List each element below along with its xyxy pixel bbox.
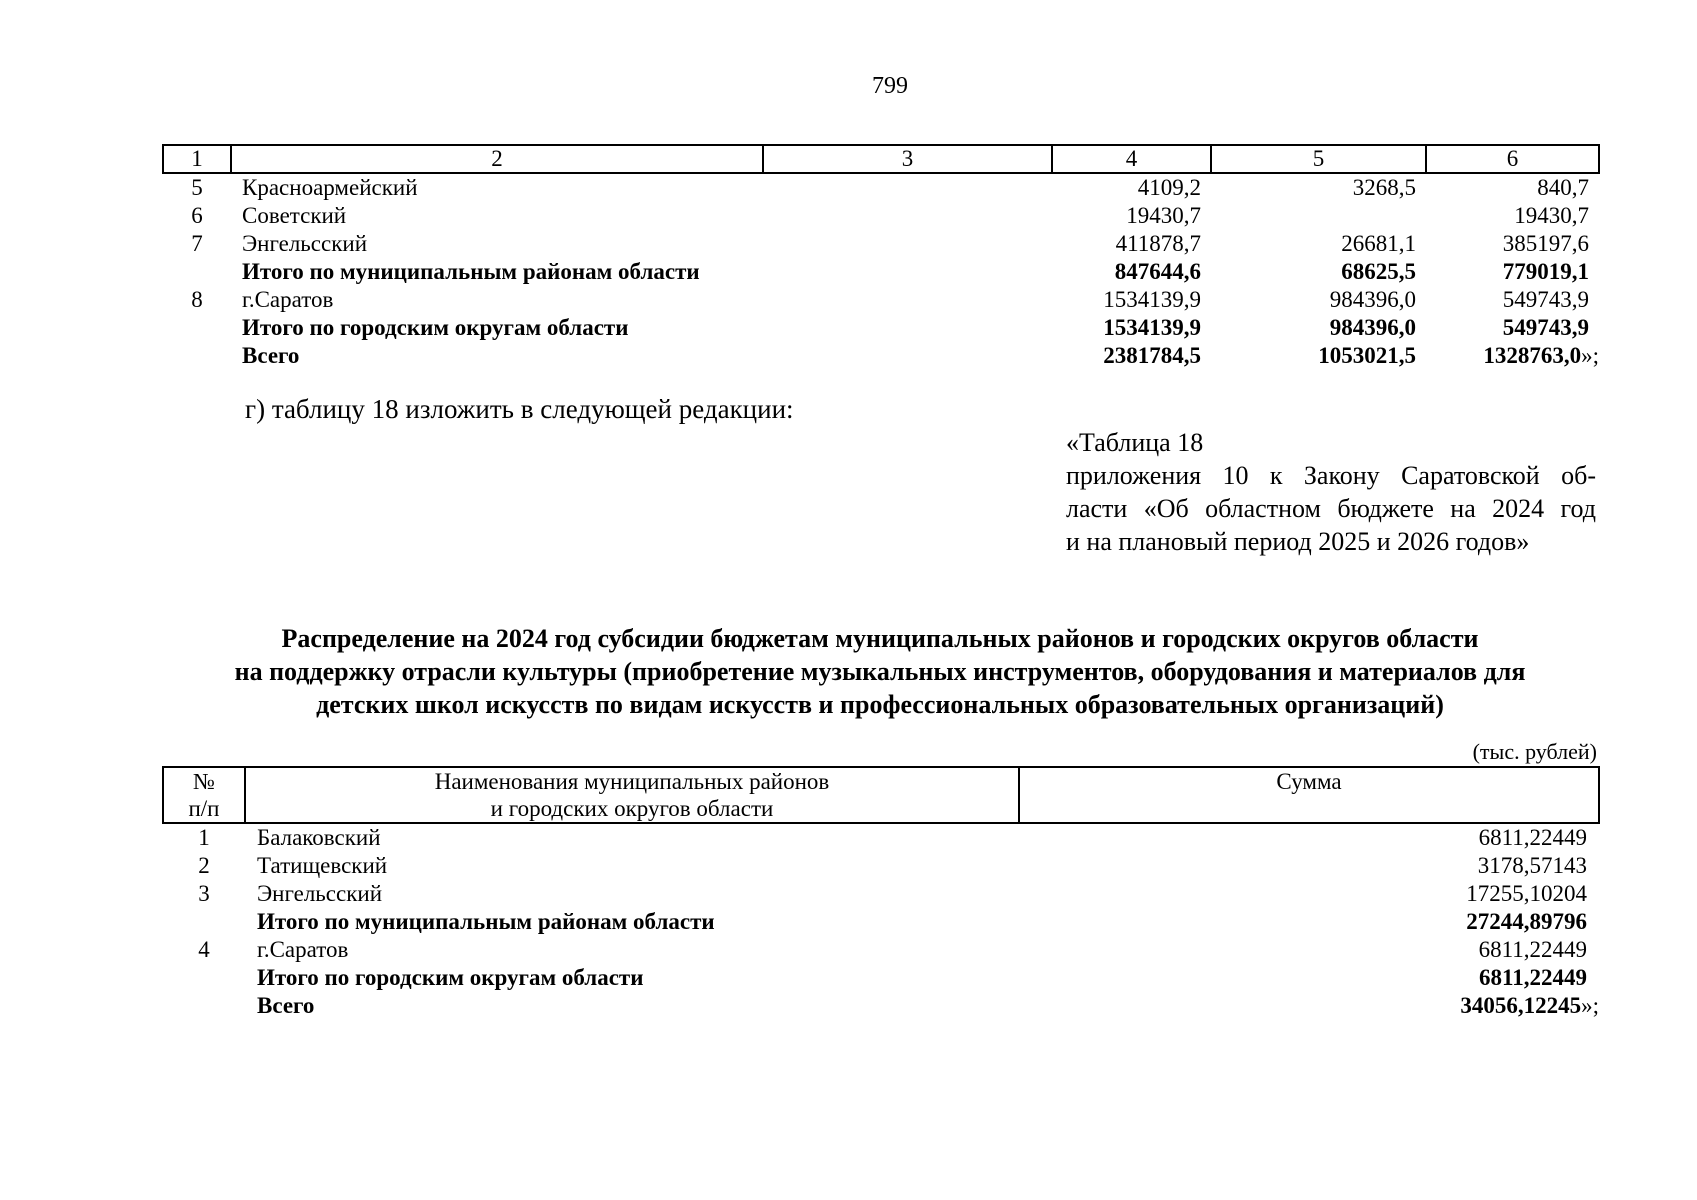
heading-line: Распределение на 2024 год субсидии бюджетам муниципальных районов и городских округов области [281,624,1479,653]
row-number: 5 [191,175,203,200]
sum-cell [1019,823,1599,852]
row-number: 2 [198,853,210,878]
table-row [163,992,1599,1020]
value-cell [1211,202,1426,230]
sum-cell [1019,964,1599,992]
heading-line: на поддержку отрасли культуры (приобретение музыкальных инструментов, оборудования и материалов для [234,657,1526,686]
value-text: 779019,1 [1502,259,1589,284]
row-name: Итого по городским округам области [257,965,644,990]
table-row [163,258,1599,286]
row-number [163,258,231,286]
row-number: 1 [198,825,210,850]
value-text: 1328763,0 [1483,343,1582,368]
sum-text: 17255,10204 [1466,881,1587,906]
table-row [163,964,1599,992]
row-name: Красноармейский [242,175,418,200]
column-number-row [163,145,1599,173]
row-number: 3 [198,881,210,906]
value-text: 19430,7 [1514,203,1589,228]
column-number: 5 [1211,145,1426,173]
value-cell: 4109,2 [1137,175,1201,200]
column-number: 2 [231,145,763,173]
table-row [163,202,1599,230]
attachment-line: ласти «Об областном бюджете на 2024 год [1066,494,1596,523]
column-number: 3 [763,145,1052,173]
row-name: Балаковский [257,825,381,850]
row-number: 6 [191,203,203,228]
table-row [163,936,1599,964]
table-row [163,173,1599,202]
sum-text: 6811,22449 [1478,937,1587,962]
continuation-table [162,144,1600,370]
value-cell [1426,258,1599,286]
header-number-line: п/п [188,796,220,821]
header-sum: Сумма [1019,767,1599,823]
row-name: Всего [242,343,300,368]
value-cell: 19430,7 [1126,203,1201,228]
sum-text: 6811,22449 [1479,965,1587,990]
attachment-line: приложения 10 к Закону Саратовской об- [1066,461,1596,490]
sum-text: 3178,57143 [1477,853,1587,878]
amendment-paragraph: г) таблицу 18 изложить в следующей редакции: [245,394,794,424]
page-number: 799 [872,73,908,99]
row-number [163,964,245,992]
value-cell: 68625,5 [1341,259,1416,284]
row-number [163,342,231,370]
table-row [163,342,1599,370]
unit-label: (тыс. рублей) [1472,739,1597,764]
value-cell: 984396,0 [1329,287,1416,312]
header-name-line: и городских округов области [490,796,774,821]
value-cell [1426,202,1599,230]
row-name: Татищевский [257,853,388,878]
row-number [163,992,245,1020]
sum-text: 6811,22449 [1478,825,1587,850]
table-row [163,880,1599,908]
row-number: 4 [198,937,210,962]
value-cell: 1534139,9 [1103,315,1201,340]
value-cell: 26681,1 [1341,231,1416,256]
row-name: г.Саратов [242,287,334,312]
row-number: 8 [191,287,203,312]
value-text: 549743,9 [1502,287,1589,312]
value-cell [1426,230,1599,258]
row-name: Энгельсский [242,231,368,256]
row-name: Итого по городским округам области [242,315,629,340]
row-name: Итого по муниципальным районам области [242,259,700,284]
value-cell: 3268,5 [1352,175,1416,200]
table-row [163,286,1599,314]
row-name: Советский [242,203,347,228]
column-number: 1 [163,145,231,173]
value-cell: 984396,0 [1329,315,1416,340]
table-row [163,230,1599,258]
value-cell: 2381784,5 [1103,343,1201,368]
value-cell: 1053021,5 [1318,343,1416,368]
header-number [163,767,245,823]
value-cell: 847644,6 [1114,259,1201,284]
table-row [163,314,1599,342]
value-text: 385197,6 [1502,231,1589,256]
row-name: Итого по муниципальным районам области [257,909,715,934]
column-number: 4 [1052,145,1211,173]
closing-mark: »; [1581,993,1599,1018]
closing-mark: »; [1581,343,1599,368]
sum-text: 34056,12245 [1460,993,1582,1018]
value-cell [1426,314,1599,342]
sum-cell [1019,936,1599,964]
value-cell [1426,342,1599,370]
row-number [163,314,231,342]
table-row [163,823,1599,852]
heading-line: детских школ искусств по видам искусств и профессиональных образовательных организаций) [316,690,1444,719]
header-number-line: № [193,769,215,794]
sum-text: 27244,89796 [1466,909,1587,934]
sum-cell [1019,852,1599,880]
value-cell: 1534139,9 [1103,287,1201,312]
value-text: 549743,9 [1502,315,1589,340]
attachment-line: и на плановый период 2025 и 2026 годов» [1066,527,1530,556]
table-heading [160,622,1600,721]
value-cell: 411878,7 [1115,231,1201,256]
row-name: Всего [257,993,315,1018]
table-row [163,852,1599,880]
sum-cell [1019,908,1599,936]
value-cell [1426,173,1599,202]
table-attachment-note [1066,426,1596,558]
header-row [163,767,1599,823]
subsidy-table [162,766,1600,1020]
sum-cell [1019,880,1599,908]
value-cell [1426,286,1599,314]
header-name [245,767,1019,823]
row-name: г.Саратов [257,937,349,962]
header-name-line: Наименования муниципальных районов [434,769,830,794]
attachment-line: «Таблица 18 [1066,428,1204,457]
sum-cell [1019,992,1599,1020]
row-number [163,908,245,936]
table-row [163,908,1599,936]
row-number: 7 [191,231,203,256]
row-name: Энгельсский [257,881,383,906]
value-text: 840,7 [1537,175,1589,200]
column-number: 6 [1426,145,1599,173]
